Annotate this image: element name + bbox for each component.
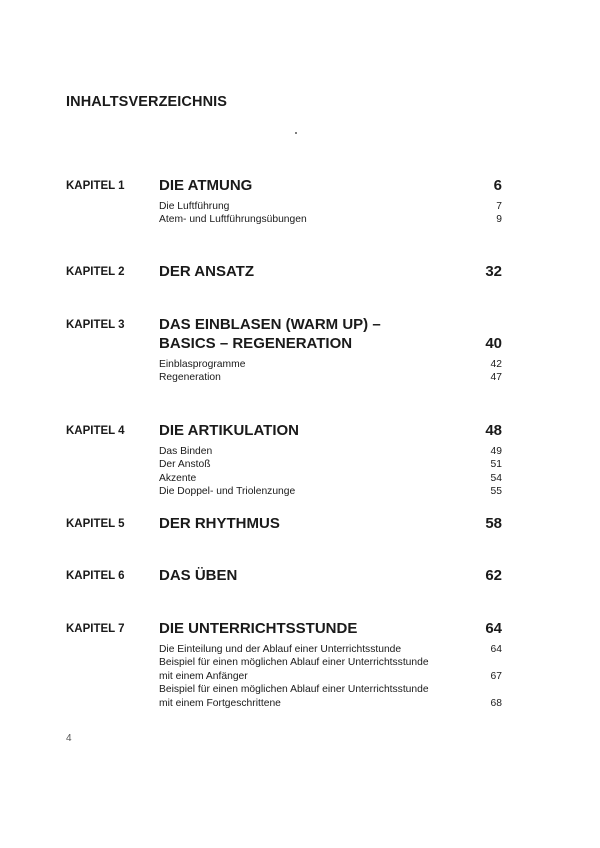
chapter-2: [66, 262, 502, 281]
chapter-heading: [159, 619, 502, 638]
entry-title: Beispiel für einen möglichen Ablauf einer Unterrichtsstunde: [159, 657, 429, 669]
entry-title: mit einem Fortgeschrittene: [159, 697, 281, 709]
chapter-title: DIE ARTIKULATION: [159, 422, 299, 439]
chapter-label: KAPITEL 2: [66, 266, 125, 278]
chapter-1: [66, 176, 502, 227]
decorative-dot: [295, 132, 297, 134]
page-title: INHALTSVERZEICHNIS: [66, 94, 228, 110]
entry-title: Akzente: [159, 472, 197, 484]
entry-list: [159, 445, 502, 499]
entry-title: Atem- und Luftführungsübungen: [159, 214, 307, 226]
entry-page-number: 47: [490, 372, 502, 384]
chapter-title: BASICS – REGENERATION: [159, 335, 353, 352]
chapter-title: DAS ÜBEN: [159, 567, 238, 584]
chapter-title: DER ANSATZ: [159, 263, 254, 280]
toc-entry: [159, 358, 502, 371]
chapter-3: [66, 315, 502, 385]
entry-page-number: 64: [490, 644, 502, 655]
chapter-6: [66, 566, 502, 585]
chapter-page-number: 48: [485, 422, 502, 439]
entry-page-number: 42: [490, 359, 502, 370]
entry-title: Das Binden: [159, 446, 213, 457]
entry-page-number: 55: [490, 486, 502, 498]
toc-entry: [159, 485, 502, 498]
chapter-title: DIE UNTERRICHTSSTUNDE: [159, 620, 358, 637]
chapter-label: KAPITEL 7: [66, 623, 125, 635]
chapter-heading: [159, 514, 502, 533]
entry-list: [159, 358, 502, 385]
chapter-label: KAPITEL 3: [66, 319, 125, 331]
toc-entry: [159, 213, 502, 226]
toc-entry: [159, 445, 502, 458]
chapter-heading: [159, 176, 502, 195]
chapter-heading: [159, 421, 502, 440]
chapter-title: DIE ATMUNG: [159, 177, 253, 194]
entry-title: Die Einteilung und der Ablauf einer Unterrichtsstunde: [159, 644, 402, 655]
chapter-label: KAPITEL 1: [66, 180, 125, 192]
entry-page-number: 51: [490, 459, 502, 471]
page-number: 4: [66, 733, 72, 744]
chapter-page-number: 64: [485, 620, 502, 637]
entry-list: [159, 643, 502, 710]
entry-title: Beispiel für einen möglichen Ablauf einer Unterrichtsstunde: [159, 684, 429, 696]
chapter-4: [66, 421, 502, 499]
toc-entry: [159, 643, 502, 656]
chapter-label: KAPITEL 6: [66, 570, 125, 582]
entry-page-number: 54: [490, 472, 502, 484]
entry-title: mit einem Anfänger: [159, 670, 248, 682]
toc-entry: [159, 656, 502, 683]
toc-entry: [159, 683, 502, 710]
chapter-heading: [159, 566, 502, 585]
entry-page-number: 7: [496, 201, 502, 212]
chapter-heading: [159, 315, 502, 353]
toc-entry: [159, 371, 502, 384]
entry-title: Die Doppel- und Triolenzunge: [159, 486, 296, 498]
chapter-page-number: 40: [485, 335, 502, 352]
chapter-7: [66, 619, 502, 710]
entry-page-number: 49: [490, 446, 502, 457]
chapter-label: KAPITEL 5: [66, 518, 125, 530]
entry-page-number: 9: [496, 214, 502, 226]
entry-list: [159, 200, 502, 227]
chapter-page-number: 62: [485, 567, 502, 584]
chapter-5: [66, 514, 502, 533]
chapter-label: KAPITEL 4: [66, 425, 125, 437]
chapter-title: DAS EINBLASEN (WARM UP) –: [159, 316, 381, 333]
entry-title: Der Anstoß: [159, 459, 211, 471]
chapter-page-number: 58: [485, 515, 502, 532]
entry-page-number: 67: [490, 670, 502, 682]
chapter-title: DER RHYTHMUS: [159, 515, 280, 532]
toc-entry: [159, 458, 502, 471]
entry-title: Regeneration: [159, 372, 221, 384]
chapter-heading: [159, 262, 502, 281]
chapter-page-number: 32: [485, 263, 502, 280]
toc-entry: [159, 472, 502, 485]
entry-page-number: 68: [490, 697, 502, 709]
toc-entry: [159, 200, 502, 213]
entry-title: Einblasprogramme: [159, 359, 246, 370]
chapter-page-number: 6: [493, 177, 502, 194]
entry-title: Die Luftführung: [159, 201, 230, 212]
